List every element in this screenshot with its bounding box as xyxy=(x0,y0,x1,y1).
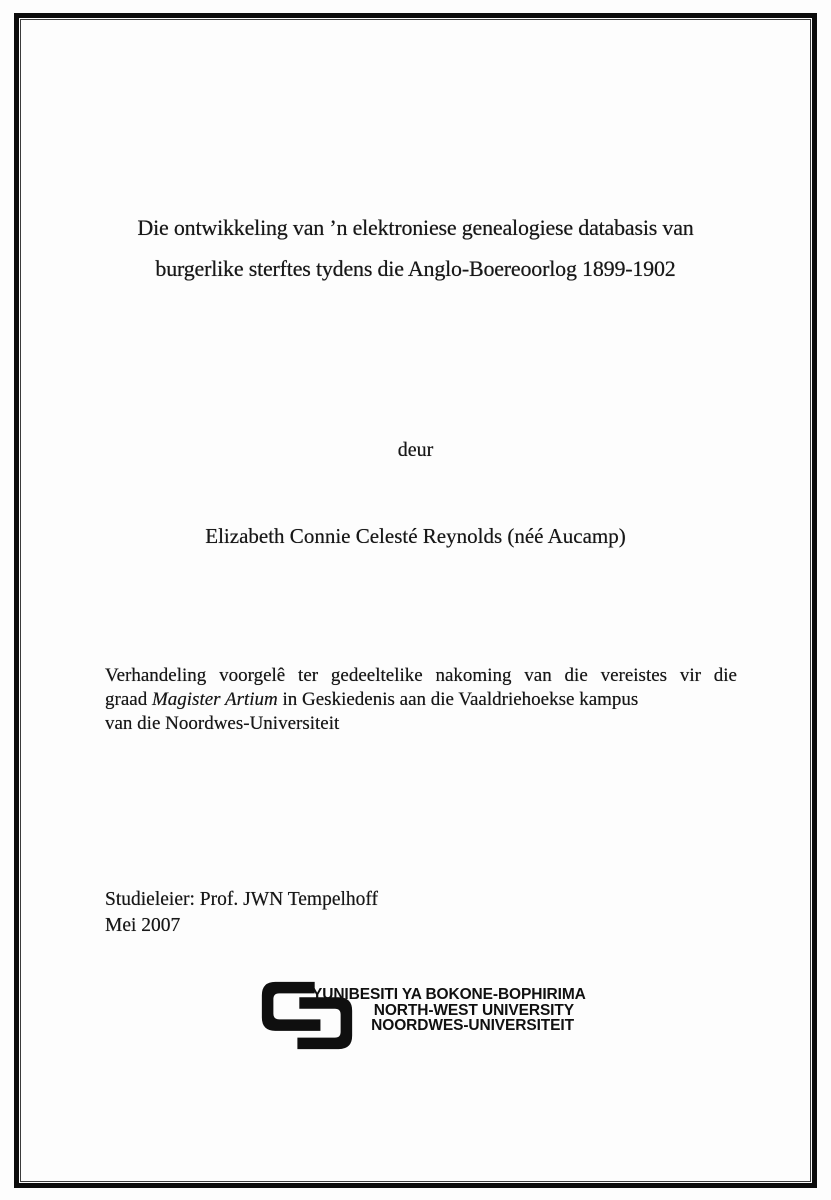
declaration-line2-suffix: in Geskiedenis aan die Vaaldriehoekse kampus xyxy=(277,689,639,710)
author-name: Elizabeth Connie Celesté Reynolds (néé Aucamp) xyxy=(205,524,626,548)
wordmark-afrikaans: NOORDWES-UNIVERSITEIT xyxy=(371,1017,574,1035)
supervisor-line: Studieleier: Prof. JWN Tempelhoff xyxy=(105,889,379,910)
thesis-title xyxy=(58,207,773,289)
wordmark-english: NORTH-WEST UNIVERSITY xyxy=(373,1001,574,1019)
university-logo xyxy=(257,979,587,1053)
university-wordmark xyxy=(312,986,586,1035)
byline-label: deur xyxy=(397,439,434,461)
date-line: Mei 2007 xyxy=(105,914,181,936)
declaration-line2-prefix: graad xyxy=(105,689,152,710)
thesis-title-line1: Die ontwikkeling van ’n elektroniese genealogiese databasis van xyxy=(137,215,694,240)
wordmark-setswana: YUNIBESITI YA BOKONE-BOPHIRIMA xyxy=(312,986,586,1003)
degree-name-italic: Magister Artium xyxy=(151,689,278,710)
thesis-title-line2: burgerlike sterftes tydens die Anglo-Boereoorlog 1899-1902 xyxy=(155,256,676,281)
supervisor-block xyxy=(105,887,378,938)
declaration-line1: Verhandeling voorgelê ter gedeeltelike nakoming van die vereistes vir die xyxy=(105,665,737,686)
declaration-line2 xyxy=(105,688,737,712)
declaration-line3: van die Noordwes-Universiteit xyxy=(105,713,340,734)
declaration-paragraph xyxy=(105,664,737,736)
